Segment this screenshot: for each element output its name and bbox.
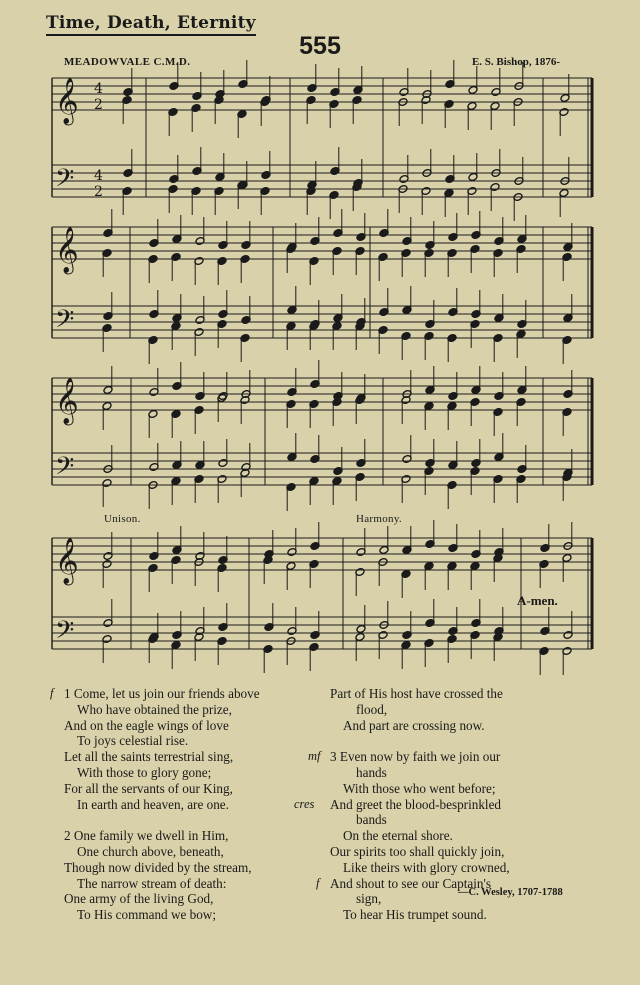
verse-line: To His command we bow; — [77, 907, 216, 923]
verse-line: With those to glory gone; — [77, 764, 212, 780]
verse-line: For all the servants of our King, — [64, 780, 233, 796]
verse-line: Our spirits too shall quickly join, — [330, 843, 505, 859]
tune-name: MEADOWVALE C.M.D. — [64, 56, 191, 68]
bass-clef: 𝄢 — [55, 164, 75, 199]
treble-clef: 𝄞 — [55, 227, 79, 273]
verse-line: One church above, beneath, — [77, 843, 224, 859]
composer: E. S. Bishop, 1876- — [471, 56, 560, 68]
verse-line: To joys celestial rise. — [77, 733, 189, 749]
verse-line: Though now divided by the stream, — [64, 859, 252, 875]
dynamic-mark: f — [50, 686, 54, 700]
verse-line: sign, — [356, 891, 382, 907]
verse-line: bands — [356, 812, 387, 828]
dynamic-mark: mf — [308, 749, 321, 764]
verse-line: mf 3 Even now by faith we join our — [308, 749, 501, 765]
verse-line: f 1 Come, let us join our friends above — [50, 686, 260, 701]
author-attribution: —C. Wesley, 1707-1788 — [458, 887, 563, 898]
bass-clef: 𝄢 — [55, 305, 75, 340]
verse-line: Like theirs with glory crowned, — [343, 859, 510, 875]
verse-line: And on the eagle wings of love — [64, 717, 229, 733]
time-signature: 4 — [94, 168, 103, 184]
verse-line: Let all the saints terrestrial sing, — [64, 749, 234, 765]
verse-line: The narrow stream of death: — [77, 875, 227, 891]
verse-line: hands — [356, 764, 387, 780]
harmony-label: Harmony. — [356, 513, 402, 525]
treble-clef: 𝄞 — [55, 538, 79, 584]
bass-clef: 𝄢 — [55, 616, 75, 651]
verse-line — [64, 812, 334, 828]
verse-line: With those who went before; — [343, 780, 496, 796]
verse-line: And part are crossing now. — [343, 717, 485, 733]
unison-label: Unison. — [104, 513, 141, 525]
bass-clef: 𝄢 — [55, 452, 75, 487]
dynamic-mark: f — [316, 875, 320, 890]
verse-line: Part of His host have crossed the — [330, 686, 503, 701]
verse-line: Who have obtained the prize, — [77, 701, 232, 717]
time-signature: 2 — [94, 97, 103, 113]
time-signature: 4 — [94, 81, 103, 97]
amen-label: A-men. — [517, 593, 558, 608]
treble-clef: 𝄞 — [55, 378, 79, 424]
dynamic-mark: cres — [294, 796, 315, 811]
time-signature: 2 — [94, 184, 103, 200]
treble-clef: 𝄞 — [55, 78, 79, 124]
verse-line: On the eternal shore. — [343, 828, 453, 844]
verse-line — [330, 733, 595, 749]
verse-line: f And shout to see our Captain's — [316, 875, 491, 891]
verse-line: To hear His trumpet sound. — [343, 907, 487, 923]
section-title: Time, Death, Eternity — [46, 13, 256, 36]
hymn-number: 555 — [299, 32, 341, 60]
verse-line: cres And greet the blood-besprinkled — [294, 796, 502, 812]
verse-line: In earth and heaven, are one. — [77, 796, 229, 812]
verse-line: flood, — [356, 701, 388, 717]
verse-line: 2 One family we dwell in Him, — [64, 828, 229, 844]
verse-line: One army of the living God, — [64, 891, 214, 907]
